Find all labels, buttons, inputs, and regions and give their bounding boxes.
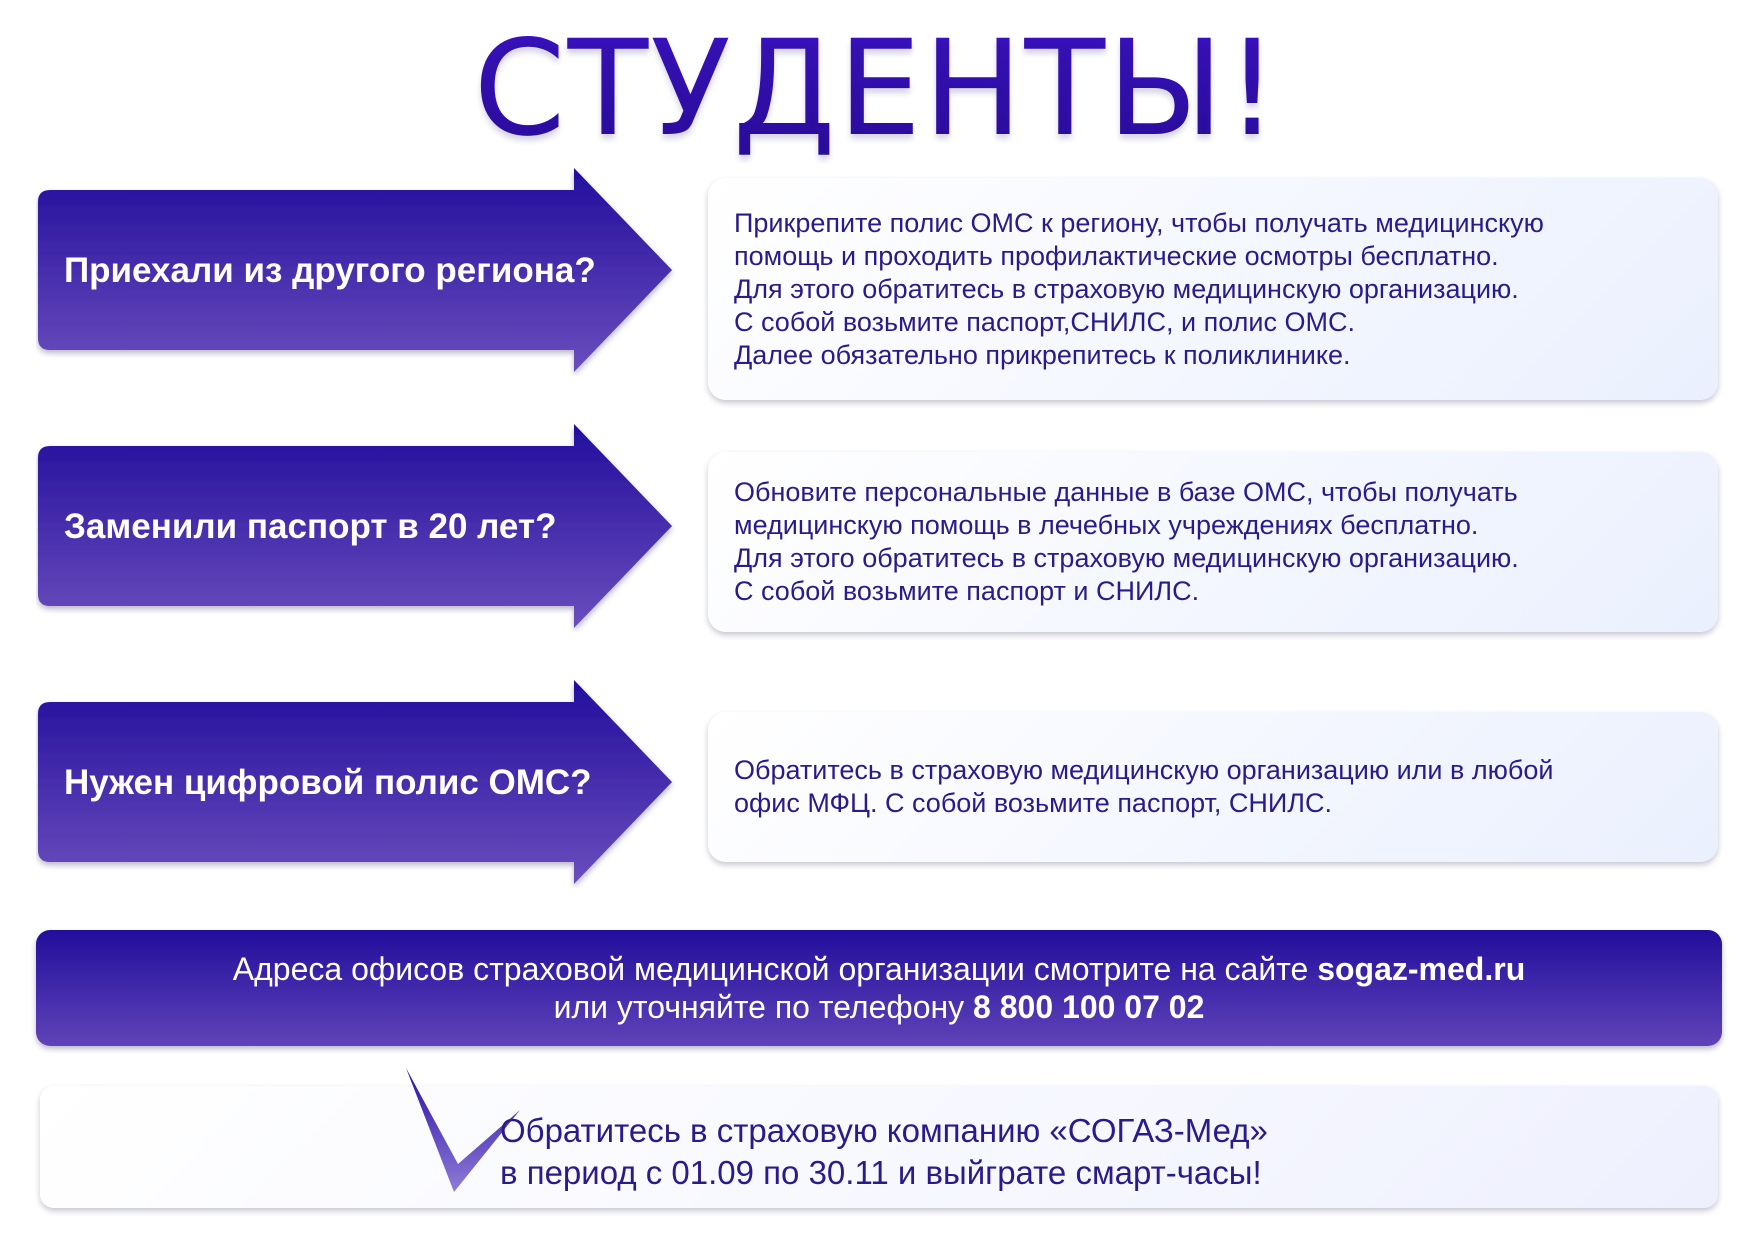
answer-line: С собой возьмите паспорт,СНИЛС, и полис ОМС. — [734, 306, 1355, 337]
answer-line: помощь и проходить профилактические осмотры бесплатно. — [734, 240, 1499, 271]
answer-card-2 — [708, 452, 1718, 632]
website-link[interactable]: sogaz-med.ru — [1317, 951, 1526, 987]
answer-card-3 — [708, 712, 1718, 862]
promo-line-1: Обратитесь в страховую компанию «СОГАЗ-Мед» — [500, 1112, 1268, 1149]
question-arrow-1 — [36, 166, 676, 376]
answer-line: медицинскую помощь в лечебных учреждениях бесплатно. — [734, 510, 1479, 540]
banner-line-1 — [233, 950, 1525, 988]
answer-line: Обновите персональные данные в базе ОМС, чтобы получать — [734, 477, 1518, 507]
banner-text: или уточняйте по телефону — [553, 989, 974, 1025]
contact-banner — [36, 930, 1722, 1046]
promo-line-2: в период с 01.09 по 30.11 и выйграте смарт-часы! — [500, 1154, 1262, 1191]
answer-line: Обратитесь в страховую медицинскую организацию или в любой — [734, 755, 1554, 785]
answer-line: Для этого обратитесь в страховую медицинскую организацию. — [734, 543, 1519, 573]
banner-line-2 — [554, 988, 1205, 1026]
question-arrow-2 — [36, 422, 676, 632]
answer-text — [734, 476, 1519, 608]
answer-text — [734, 754, 1553, 820]
promo-text — [500, 1110, 1268, 1194]
question-label: Нужен цифровой полис ОМС? — [64, 763, 592, 802]
answer-line: Далее обязательно прикрепитесь к поликлинике. — [734, 339, 1351, 370]
page-title: СТУДЕНТЫ! — [0, 14, 1754, 164]
answer-line: Прикрепите полис ОМС к региону, чтобы получать медицинскую — [734, 207, 1544, 238]
question-label: Приехали из другого региона? — [64, 251, 596, 290]
banner-text: Адреса офисов страховой медицинской организации смотрите на сайте — [232, 951, 1318, 987]
answer-line: офис МФЦ. С собой возьмите паспорт, СНИЛС. — [734, 788, 1333, 818]
answer-line: Для этого обратитесь в страховую медицинскую организацию. — [734, 273, 1519, 304]
answer-text — [734, 207, 1544, 372]
phone-number[interactable]: 8 800 100 07 02 — [973, 989, 1205, 1025]
answer-card-1 — [708, 178, 1718, 400]
answer-line: С собой возьмите паспорт и СНИЛС. — [734, 576, 1200, 606]
question-arrow-3 — [36, 678, 676, 888]
question-label: Заменили паспорт в 20 лет? — [64, 507, 557, 546]
